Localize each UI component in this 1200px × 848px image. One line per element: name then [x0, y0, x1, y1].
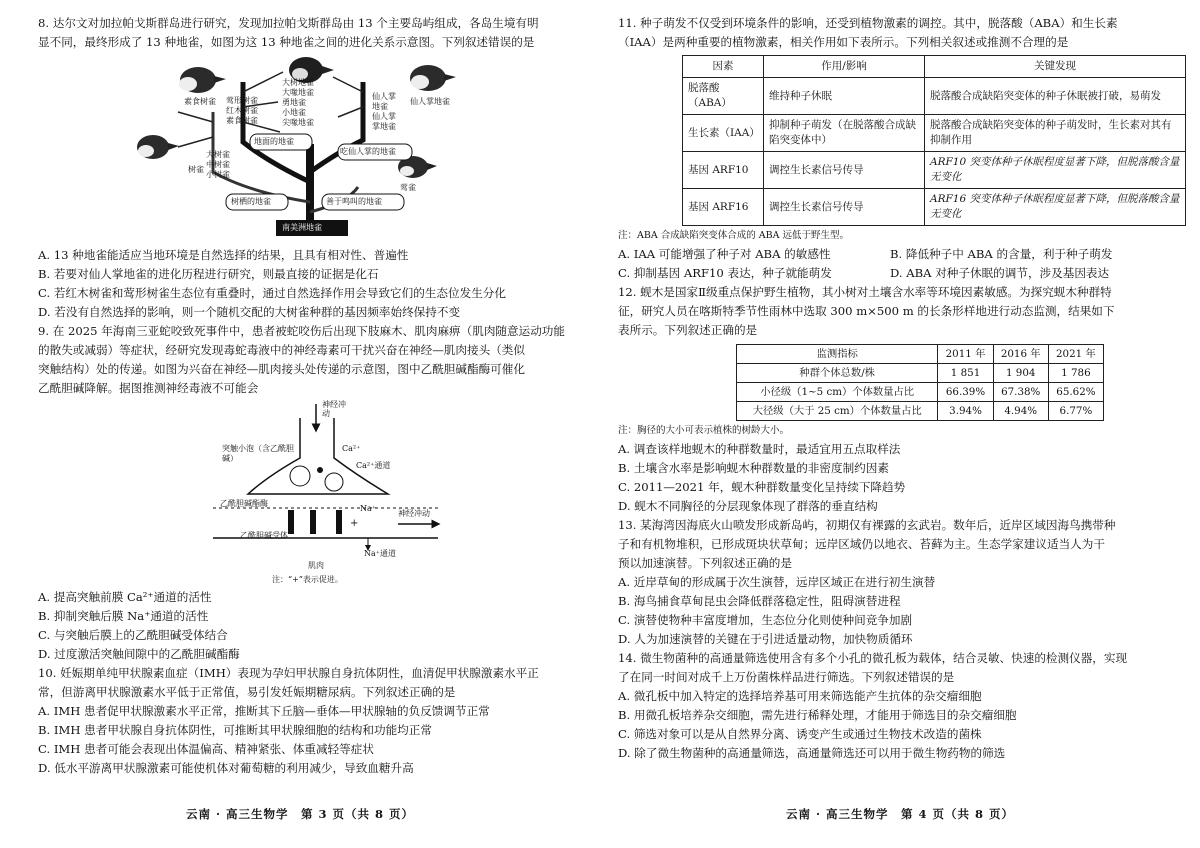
vesicle-label: 突触小泡（含乙酰胆碱）: [222, 444, 294, 463]
option-a: A. 调查该样地蚬木的种群数量时，最适宜用五点取样法: [618, 442, 901, 456]
table-header: 关键发现: [925, 56, 1186, 78]
table-header-row: [683, 56, 1186, 78]
table-header: 2016 年: [993, 345, 1048, 364]
question-14-options: [618, 687, 1162, 763]
question-text: 子和有机物堆积，已形成斑块状草甸；远岸区域仍以地衣、苔藓为主。生态学家建议适当人为干: [618, 537, 1105, 551]
table-cell: 小径级（1~5 cm）个体数量占比: [737, 383, 938, 402]
species-label: 大喙地雀: [282, 88, 314, 97]
calcium-channel-label: Ca²⁺通道: [356, 461, 391, 470]
species-label: 勇地雀: [282, 98, 306, 107]
table-note: 注：ABA 合成缺陷突变体合成的 ABA 远低于野生型。: [618, 230, 849, 241]
question-text: 10. 妊娠期单纯甲状腺素血症（IMH）表现为孕妇甲状腺自身抗体阴性，血清促甲状腺激素水平正: [38, 666, 539, 680]
species-label: 仙人掌: [372, 112, 396, 121]
option-c: C. 筛选对象可以是从自然界分离、诱变产生或通过生物技术改造的菌株: [618, 727, 982, 741]
question-12: [618, 283, 1162, 340]
nerve-impulse-label: 神经冲动: [398, 509, 430, 518]
question-12-options: [618, 440, 1162, 516]
species-label: 小树雀: [206, 170, 230, 179]
table-cell: 1 851: [938, 364, 993, 383]
finch-evolution-figure: [38, 52, 582, 246]
option-a: A. 13 种地雀能适应当地环境是自然选择的结果，且具有相对性、普遍性: [38, 248, 409, 262]
species-label: 尖喙地雀: [282, 118, 314, 127]
plus-sign: +: [350, 518, 359, 529]
option-a: A. IMH 患者促甲状腺激素水平正常，推断其下丘脑—垂体—甲状腺轴的负反馈调节正常: [38, 704, 490, 718]
option-b: B. 土壤含水率是影响蚬木种群数量的非密度制约因素: [618, 461, 889, 475]
ground-species-group: [282, 78, 314, 128]
question-text: 表所示。下列叙述正确的是: [618, 323, 758, 337]
question-9-options: [38, 588, 582, 664]
question-9: [38, 322, 582, 398]
cactus-species-group: [372, 92, 396, 132]
species-label: 红木树雀: [226, 106, 258, 115]
option-b: B. 若要对仙人掌地雀的进化历程进行研究，则最直接的证据是化石: [38, 267, 379, 281]
question-text: 的散失或减弱）等症状，经研究发现毒蛇毒液中的神经毒素可干扰兴奋在神经—肌肉接头（类似: [38, 343, 525, 357]
option-d: D. 若没有自然选择的影响，则一个随机交配的大树雀种群的基因频率始终保持不变: [38, 305, 461, 319]
species-label: 中树雀: [206, 160, 230, 169]
table-cell: 基因 ARF10: [683, 152, 764, 189]
table-cell: ARF10 突变体种子休眠程度显著下降，但脱落酸含量无变化: [925, 152, 1186, 189]
table-cell: 调控生长素信号传导: [764, 152, 925, 189]
question-text: 12. 蚬木是国家Ⅱ级重点保护野生植物，其小树对土壤含水率等环境因素敏感。为探究蚬木种群特: [618, 285, 1112, 299]
table-header: 因素: [683, 56, 764, 78]
bird-label: 莺雀: [400, 183, 416, 192]
species-label: 地雀: [372, 102, 388, 111]
question-13: [618, 516, 1162, 573]
question-11: [618, 14, 1162, 52]
table-cell: 1 786: [1048, 364, 1103, 383]
ache-label: 乙酰胆碱酯酶: [220, 499, 268, 508]
table-cell: 抑制种子萌发（在脱落酸合成缺陷突变体中）: [764, 115, 925, 152]
table-cell: 大径级（大于 25 cm）个体数量占比: [737, 402, 938, 421]
tree-trunk: [306, 144, 314, 228]
option-d: D. 蚬木不同胸径的分层现象体现了群落的垂直结构: [618, 499, 878, 513]
species-label: 仙人掌: [372, 92, 396, 101]
question-10: [38, 664, 582, 702]
option-b: B. 抑制突触后膜 Na⁺通道的活性: [38, 609, 209, 623]
left-species-group: [226, 96, 258, 126]
receptor: [288, 510, 294, 534]
question-text: 常，但游离甲状腺激素水平低于正常值，易引发妊娠期糖尿病。下列叙述正确的是: [38, 685, 456, 699]
option-d: D. ABA 对种子休眠的调节，涉及基因表达: [890, 266, 1110, 280]
options-row: [618, 245, 1162, 264]
option-d: D. 过度激活突触间隙中的乙酰胆碱酯酶: [38, 647, 240, 661]
table-note: 注：胸径的大小可表示植株的树龄大小。: [618, 425, 790, 436]
question-8: [38, 14, 582, 52]
finch-icon: [410, 65, 456, 91]
species-label: 大树雀: [206, 150, 230, 159]
bird-label: 仙人掌地雀: [410, 97, 450, 106]
question-text: 8. 达尔文对加拉帕戈斯群岛进行研究，发现加拉帕戈斯群岛由 13 个主要岛屿组成，各岛生境有明: [38, 16, 539, 30]
receptor: [310, 510, 316, 534]
question-text: 14. 微生物菌种的高通量筛选使用含有多个小孔的微孔板为载体，结合灵敏、快速的检测仪器，实现: [618, 651, 1128, 665]
nerve-impulse-label: 神经冲动: [322, 400, 346, 418]
table-cell: 生长素（IAA）: [683, 115, 764, 152]
option-c: C. 与突触后膜上的乙酰胆碱受体结合: [38, 628, 228, 642]
receptor: [336, 510, 342, 534]
page-footer: 云南 · 高三生物学 第 3 页（共 8 页）: [185, 807, 415, 821]
question-8-options: [38, 246, 582, 322]
bird-label: 素食树雀: [184, 97, 216, 106]
option-d: D. 低水平游离甲状腺激素可能使机体对葡萄糖的利用减少，导致血糖升高: [38, 761, 414, 775]
page-right: [600, 0, 1200, 848]
table-row: [737, 402, 1104, 421]
table-cell: 脱落酸合成缺陷突变体的种子萌发时，生长素对其有抑制作用: [925, 115, 1186, 152]
option-b: B. 降低种子中 ABA 的含量，利于种子萌发: [890, 247, 1113, 261]
calcium-ion-label: Ca²⁺: [342, 444, 361, 453]
table-cell: 4.94%: [993, 402, 1048, 421]
question-10-options: [38, 702, 582, 778]
species-label: 素食树雀: [226, 116, 258, 125]
option-d: D. 人为加速演替的关键在于引进适量动物，加快物质循环: [618, 632, 913, 646]
table-row: [683, 189, 1186, 226]
option-c: C. IMH 患者可能会表现出体温偏高、精神紧张、体重减轻等症状: [38, 742, 374, 756]
option-a: A. IAA 可能增强了种子对 ABA 的敏感性: [618, 247, 831, 261]
table-row: [683, 78, 1186, 115]
table-cell: 3.94%: [938, 402, 993, 421]
option-b: B. IMH 患者甲状腺自身抗体阴性，可推断其甲状腺细胞的结构和功能均正常: [38, 723, 432, 737]
table-cell: 1 904: [993, 364, 1048, 383]
table-header-row: [737, 345, 1104, 364]
figure-note: 注：“+”表示促进。: [272, 575, 343, 584]
branch-label: 善于鸣叫的地雀: [326, 197, 382, 206]
option-b: B. 海鸟捕食草甸昆虫会降低群落稳定性，阻碍演替进程: [618, 594, 901, 608]
tree-species-group: [206, 150, 230, 180]
sodium-ion-label: Na⁺: [360, 504, 376, 513]
table-cell: 65.62%: [1048, 383, 1103, 402]
question-text: 显不同，最终形成了 13 种地雀，如图为这 13 种地雀之间的进化关系示意图。下列叙述错误的是: [38, 35, 535, 49]
option-c: C. 演替使物种丰富度增加，生态位分化则使种间竞争加剧: [618, 613, 913, 627]
ach-receptor-label: 乙酰胆碱受体: [240, 531, 288, 540]
neuromuscular-junction-figure: [38, 398, 582, 588]
table-cell: 6.77%: [1048, 402, 1103, 421]
option-d: D. 除了微生物菌种的高通量筛选，高通量筛选还可以用于微生物药物的筛选: [618, 746, 1006, 760]
question-text: 11. 种子萌发不仅受到环境条件的影响，还受到植物激素的调控。其中，脱落酸（ABA）和生长素: [618, 16, 1118, 30]
table-cell: 维持种子休眠: [764, 78, 925, 115]
species-label: 掌地雀: [372, 122, 396, 131]
question-text: 9. 在 2025 年海南三亚蛇咬致死事件中，患者被蛇咬伤后出现下肢麻木、肌肉麻痹（肌肉随意运动功能: [38, 324, 565, 338]
table-cell: 种群个体总数/株: [737, 364, 938, 383]
question-text: 13. 某海湾因海底火山喷发形成新岛屿，初期仅有裸露的玄武岩。数年后，近岸区域因海鸟携带种: [618, 518, 1116, 532]
question-text: 预以加速演替。下列叙述正确的是: [618, 556, 792, 570]
branch-label: 地面的地雀: [254, 137, 294, 146]
finch-icon: [179, 67, 226, 93]
table-cell: 66.39%: [938, 383, 993, 402]
page-footer: 云南 · 高三生物学 第 4 页（共 8 页）: [785, 807, 1015, 821]
question-14: [618, 649, 1162, 687]
option-a: A. 微孔板中加入特定的选择培养基可用来筛选能产生抗体的杂交瘤细胞: [618, 689, 982, 703]
option-c: C. 抑制基因 ARF10 表达，种子就能萌发: [618, 266, 832, 280]
options-row: [618, 264, 1162, 283]
population-table: [736, 344, 1104, 421]
root-label: 南美洲地雀: [282, 223, 322, 232]
finch-icon: [137, 135, 179, 159]
question-text: 突触结构）处的传递。如图为兴奋在神经—肌肉接头处传递的示意图，图中乙酰胆碱酯酶可催化: [38, 362, 525, 376]
question-text: 乙酰胆碱降解。据图推测神经毒液不可能会: [38, 381, 259, 395]
table-cell: 脱落酸（ABA）: [683, 78, 764, 115]
question-13-options: [618, 573, 1162, 649]
option-a: A. 近岸草甸的形成属于次生演替，远岸区域正在进行初生演替: [618, 575, 936, 589]
species-label: 大树地雀: [282, 78, 314, 87]
branch-label: 吃仙人掌的地雀: [340, 147, 396, 156]
option-a: A. 提高突触前膜 Ca²⁺通道的活性: [38, 590, 212, 604]
table-row: [683, 152, 1186, 189]
branch-label: 树栖的地雀: [231, 197, 271, 206]
table-cell: 基因 ARF16: [683, 189, 764, 226]
question-text: 征，研究人员在喀斯特季节性雨林中选取 300 m×500 m 的长条形样地进行动态监测，结果如下: [618, 304, 1115, 318]
table-row: [737, 364, 1104, 383]
species-label: 莺形树雀: [226, 96, 258, 105]
option-c: C. 若红木树雀和莺形树雀生态位有重叠时，通过自然选择作用会导致它们的生态位发生分化: [38, 286, 506, 300]
table-cell: 脱落酸合成缺陷突变体的种子休眠被打破，易萌发: [925, 78, 1186, 115]
table-row: [737, 383, 1104, 402]
table-cell: 调控生长素信号传导: [764, 189, 925, 226]
bird-label: 树雀: [188, 165, 204, 174]
option-c: C. 2011—2021 年，蚬木种群数量变化呈持续下降趋势: [618, 480, 906, 494]
table-header: 监测指标: [737, 345, 938, 364]
table-row: [683, 115, 1186, 152]
question-text: 了在同一时间对成千上万份菌株样品进行筛选。下列叙述错误的是: [618, 670, 955, 684]
hormone-table: [682, 55, 1186, 226]
option-b: B. 用微孔板培养杂交细胞，需先进行稀释处理，才能用于筛选目的杂交瘤细胞: [618, 708, 1017, 722]
question-text: （IAA）是两种重要的植物激素，相关作用如下表所示。下列相关叙述或推测不合理的是: [618, 35, 1069, 49]
table-header: 作用/影响: [764, 56, 925, 78]
table-header: 2021 年: [1048, 345, 1103, 364]
table-header: 2011 年: [938, 345, 993, 364]
species-label: 小地雀: [282, 108, 306, 117]
sodium-channel-label: Na⁺通道: [364, 549, 396, 558]
muscle-label: 肌肉: [308, 561, 324, 570]
table-cell: ARF16 突变体种子休眠程度显著下降，但脱落酸含量无变化: [925, 189, 1186, 226]
table-cell: 67.38%: [993, 383, 1048, 402]
